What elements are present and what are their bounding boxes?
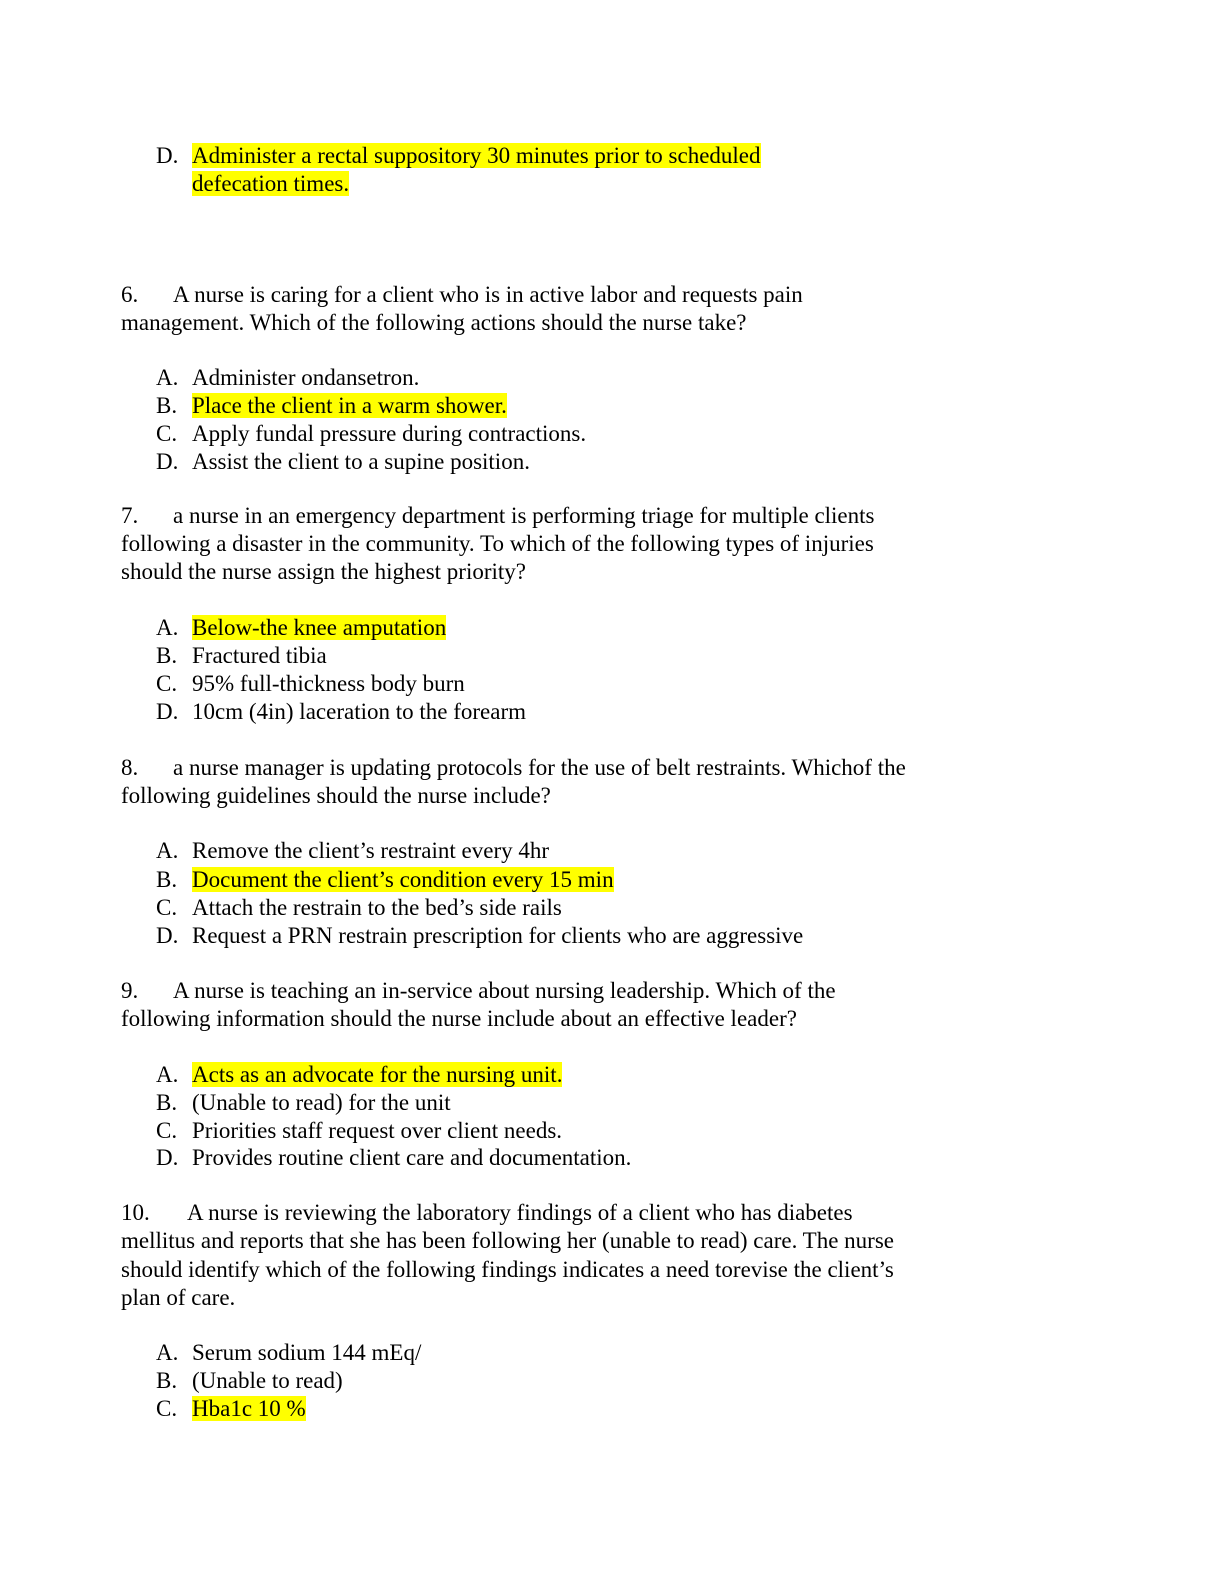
option-letter: C. xyxy=(156,1396,178,1421)
option-text: Priorities staff request over client needs. xyxy=(192,1118,563,1143)
question-number: 6. xyxy=(121,282,139,307)
option-text: 95% full-thickness body burn xyxy=(192,671,465,696)
option-letter: B. xyxy=(156,867,178,892)
question-8-stem-line-1 xyxy=(121,754,1081,782)
question-6-stem-line-2 xyxy=(121,309,1081,337)
question-text: should the nurse assign the highest priority? xyxy=(121,559,526,584)
option-text-highlighted: Hba1c 10 % xyxy=(192,1396,306,1421)
question-8-stem-line-2 xyxy=(121,782,1081,810)
question-9-option-a xyxy=(156,1061,562,1089)
question-10-stem-line-4 xyxy=(121,1284,1081,1312)
question-10-stem-line-3 xyxy=(121,1256,1081,1284)
question-7-stem-line-1 xyxy=(121,502,1081,530)
option-text: (Unable to read) xyxy=(192,1368,343,1393)
option-letter: D. xyxy=(156,699,179,724)
question-6-stem-line-1 xyxy=(121,281,1081,309)
question-7-option-d xyxy=(156,698,526,726)
question-7-stem-line-2 xyxy=(121,530,1081,558)
option-text: Request a PRN restrain prescription for clients who are aggressive xyxy=(192,923,804,948)
option-letter: C. xyxy=(156,895,178,920)
option-letter: D. xyxy=(156,449,179,474)
question-10-option-b xyxy=(156,1367,343,1395)
question-7-stem-line-3 xyxy=(121,558,1081,586)
option-text-highlighted: Below-the knee amputation xyxy=(192,615,447,640)
option-letter: A. xyxy=(156,838,179,863)
question-8-option-d xyxy=(156,922,803,950)
question-7-option-a xyxy=(156,614,446,642)
question-6-option-b xyxy=(156,392,507,420)
option-text-highlighted: Place the client in a warm shower. xyxy=(192,393,507,418)
question-text: a nurse in an emergency department is performing triage for multiple clients xyxy=(173,503,875,528)
question-9-stem-line-2 xyxy=(121,1005,1081,1033)
option-text: Assist the client to a supine position. xyxy=(192,449,530,474)
option-text: Fractured tibia xyxy=(192,643,327,668)
prev-question-option-d xyxy=(156,142,761,170)
option-text: Apply fundal pressure during contractions. xyxy=(192,421,587,446)
question-9-option-b xyxy=(156,1089,451,1117)
question-8-option-c xyxy=(156,894,562,922)
question-text: A nurse is caring for a client who is in active labor and requests pain xyxy=(173,282,803,307)
question-10-stem-line-1 xyxy=(121,1199,1081,1227)
option-text-highlighted: Document the client’s condition every 15 min xyxy=(192,867,614,892)
question-text: following information should the nurse include about an effective leader? xyxy=(121,1006,797,1031)
question-8-option-a xyxy=(156,837,549,865)
option-letter: C. xyxy=(156,671,178,696)
option-letter: B. xyxy=(156,1090,178,1115)
question-10-option-c xyxy=(156,1395,306,1423)
question-number: 8. xyxy=(121,755,139,780)
option-text: 10cm (4in) laceration to the forearm xyxy=(192,699,526,724)
question-8-option-b xyxy=(156,866,614,894)
option-text: (Unable to read) for the unit xyxy=(192,1090,451,1115)
question-9-option-c xyxy=(156,1117,562,1145)
question-9-option-d xyxy=(156,1144,631,1172)
question-7-option-c xyxy=(156,670,465,698)
question-text: A nurse is reviewing the laboratory findings of a client who has diabetes xyxy=(187,1200,853,1225)
option-letter: B. xyxy=(156,643,178,668)
question-10-stem-line-2 xyxy=(121,1227,1081,1255)
question-6-option-a xyxy=(156,364,419,392)
question-6-option-c xyxy=(156,420,586,448)
question-7-option-b xyxy=(156,642,327,670)
option-text: Remove the client’s restraint every 4hr xyxy=(192,838,550,863)
question-text: following a disaster in the community. To which of the following types of injuries xyxy=(121,531,874,556)
option-letter: C. xyxy=(156,421,178,446)
prev-question-option-d-continuation xyxy=(192,170,349,198)
option-letter: A. xyxy=(156,1340,179,1365)
option-letter: C. xyxy=(156,1118,178,1143)
option-text: Provides routine client care and documentation. xyxy=(192,1145,632,1170)
option-letter: A. xyxy=(156,365,179,390)
option-text: Attach the restrain to the bed’s side rails xyxy=(192,895,562,920)
option-text-highlighted: Administer a rectal suppository 30 minutes prior to scheduled xyxy=(192,143,761,168)
option-letter: A. xyxy=(156,615,179,640)
question-6-option-d xyxy=(156,448,530,476)
question-10-option-a xyxy=(156,1339,421,1367)
question-text: following guidelines should the nurse include? xyxy=(121,783,551,808)
question-text: mellitus and reports that she has been following her (unable to read) care. The nurse xyxy=(121,1228,895,1253)
option-letter: D. xyxy=(156,923,179,948)
question-text: plan of care. xyxy=(121,1285,236,1310)
question-number: 10. xyxy=(121,1200,150,1225)
option-letter: B. xyxy=(156,1368,178,1393)
option-text: Administer ondansetron. xyxy=(192,365,420,390)
question-9-stem-line-1 xyxy=(121,977,1081,1005)
question-number: 9. xyxy=(121,978,139,1003)
question-text: a nurse manager is updating protocols for the use of belt restraints. Whichof the xyxy=(173,755,906,780)
option-letter: D. xyxy=(156,143,179,168)
option-letter: A. xyxy=(156,1062,179,1087)
question-text: management. Which of the following actions should the nurse take? xyxy=(121,310,747,335)
option-letter: B. xyxy=(156,393,178,418)
option-text: Serum sodium 144 mEq/ xyxy=(192,1340,422,1365)
option-letter: D. xyxy=(156,1145,179,1170)
question-number: 7. xyxy=(121,503,139,528)
option-text-highlighted: Acts as an advocate for the nursing unit. xyxy=(192,1062,563,1087)
question-text: should identify which of the following findings indicates a need torevise the client’s xyxy=(121,1257,894,1282)
question-text: A nurse is teaching an in-service about nursing leadership. Which of the xyxy=(173,978,836,1003)
option-text-highlighted: defecation times. xyxy=(192,171,350,196)
